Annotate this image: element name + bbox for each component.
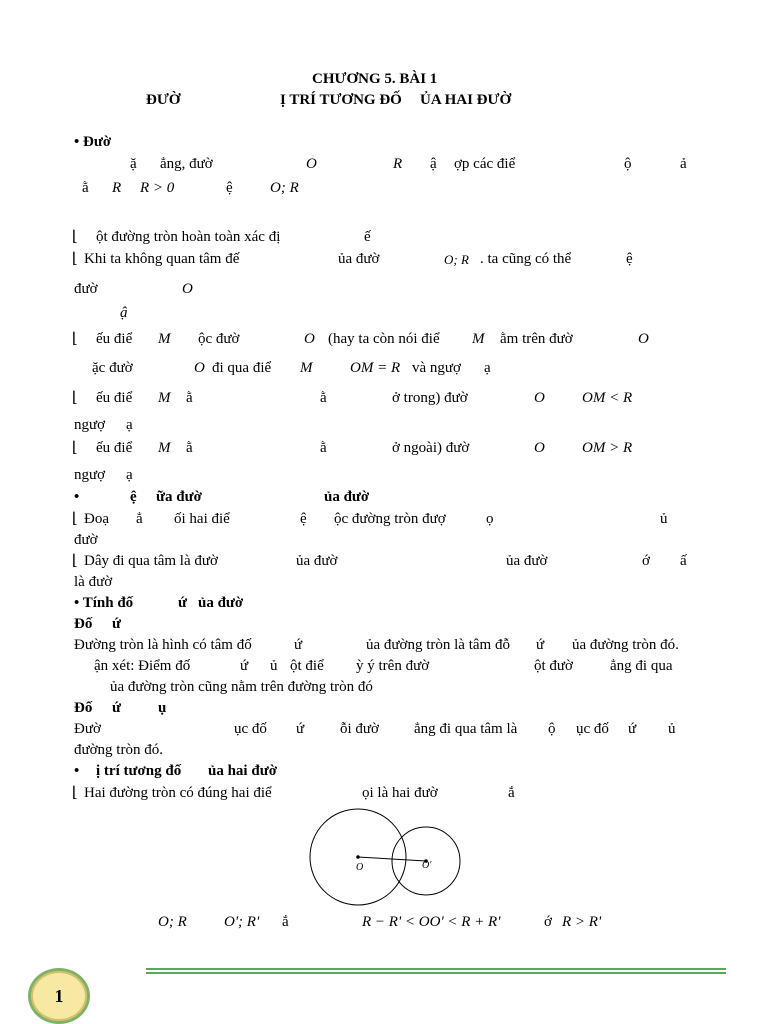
section-heading: ủa đườ (324, 489, 370, 505)
math-fragment: M (300, 360, 313, 376)
subheading: Đố (74, 616, 93, 632)
text-fragment: ếu điể (96, 331, 133, 347)
text-fragment: ộ (624, 156, 632, 172)
text-fragment: ặc đườ (92, 360, 133, 376)
note-bullet: ⌊ (72, 511, 78, 527)
section-heading: • Đườ (74, 134, 112, 150)
text-fragment: ớ (544, 914, 552, 930)
text-fragment: ớ (642, 553, 650, 569)
footer-rule (146, 968, 726, 976)
text-fragment: ẳng đi qua (610, 658, 673, 674)
math-fragment: O (638, 331, 649, 347)
text-fragment: ứ (536, 637, 545, 653)
text-fragment: ối hai điể (174, 511, 230, 527)
text-fragment: ằm trên đườ (500, 331, 573, 347)
text-fragment: ậ (120, 305, 128, 321)
lesson-title-part: Ị TRÍ TƯƠNG ĐỐ (280, 92, 402, 108)
text-fragment: đường tròn đó. (74, 742, 163, 758)
text-fragment: ộ (548, 721, 556, 737)
subheading: ứ (112, 700, 122, 716)
text-fragment: ột đường tròn hoàn toàn xác đị (96, 229, 281, 245)
intersecting-circles-figure (300, 800, 470, 910)
section-heading: • (74, 489, 80, 505)
label-o-prime: O' (422, 860, 432, 871)
label-o: O (356, 862, 364, 873)
text-fragment: ủa đường tròn cũng nằm trên đường tròn đó (110, 679, 373, 695)
section-heading: ị trí tương đố (96, 763, 182, 779)
note-bullet: ⌊ (72, 390, 78, 406)
text-fragment: ủa đườ (296, 553, 338, 569)
text-fragment: Dây đi qua tâm là đườ (84, 553, 218, 569)
math-fragment: M (158, 390, 171, 406)
text-fragment: ọi là hai đườ (362, 785, 438, 801)
note-bullet: ⌊ (72, 251, 78, 267)
text-fragment: ạ (126, 467, 133, 483)
math-fragment: R − R' < OO' < R + R' (362, 914, 501, 930)
text-fragment: ở trong) đườ (392, 390, 468, 406)
text-fragment: ệ (226, 180, 233, 196)
text-fragment: ệ (300, 511, 307, 527)
math-fragment: OM = R (350, 360, 401, 376)
text-fragment: ằ (320, 390, 327, 406)
math-fragment: O (534, 390, 545, 406)
section-heading: ệ (130, 489, 137, 505)
text-fragment: đườ (74, 281, 98, 297)
text-fragment: đườ (74, 532, 98, 548)
page-number-badge (28, 968, 90, 1024)
text-fragment: ếu điể (96, 440, 133, 456)
text-fragment: ế (364, 229, 371, 245)
math-fragment: O (194, 360, 205, 376)
math-fragment: O; R (270, 180, 299, 196)
text-fragment: ận xét: Điểm đố (94, 658, 191, 674)
text-fragment: ứ (296, 721, 305, 737)
text-fragment: đi qua điể (212, 360, 272, 376)
math-fragment: OM > R (582, 440, 633, 456)
text-fragment: ắ (508, 785, 515, 801)
text-fragment: là đườ (74, 574, 113, 590)
text-fragment: Đường tròn là hình có tâm đố (74, 637, 252, 653)
section-heading: ủa hai đườ (208, 763, 278, 779)
text-fragment: ằ (320, 440, 327, 456)
text-fragment: Đườ (74, 721, 101, 737)
text-fragment: ứ (628, 721, 637, 737)
text-fragment: ẳng đi qua tâm là (414, 721, 518, 737)
math-fragment: R (393, 156, 403, 172)
math-fragment: O'; R' (224, 914, 260, 930)
text-fragment: ấ (680, 553, 687, 569)
text-fragment: và ngượ (412, 360, 461, 376)
text-fragment: ở ngoài) đườ (392, 440, 470, 456)
text-fragment: ộc đườ (198, 331, 240, 347)
text-fragment: ủ (270, 658, 278, 674)
text-fragment: ứ (240, 658, 249, 674)
text-fragment: ặ (130, 156, 137, 172)
text-fragment: ngượ (74, 467, 106, 483)
text-fragment: ạ (484, 360, 491, 376)
text-fragment: ộc đường tròn đượ (334, 511, 446, 527)
math-fragment: OM < R (582, 390, 633, 406)
text-fragment: ủa đường tròn đó. (572, 637, 679, 653)
math-fragment: R (112, 180, 122, 196)
text-fragment: ột đườ (534, 658, 573, 674)
text-fragment: ằ (186, 440, 193, 456)
text-fragment: ẳng, đườ (160, 156, 213, 172)
text-fragment: ỳ ý trên đườ (356, 658, 430, 674)
math-fragment: M (158, 440, 171, 456)
text-fragment: ằ (186, 390, 193, 406)
section-heading: ữa đườ (156, 489, 202, 505)
text-fragment: ậ (430, 156, 437, 172)
note-bullet: ⌊ (72, 229, 78, 245)
text-fragment: ủ (660, 511, 668, 527)
text-fragment: ằ (82, 180, 89, 196)
math-fragment: O; R (444, 252, 469, 267)
section-heading: • (74, 763, 80, 779)
math-fragment: M (472, 331, 485, 347)
text-fragment: ắ (282, 914, 289, 930)
chapter-title: CHƯƠNG 5. BÀI 1 (312, 71, 438, 87)
text-fragment: ạ (126, 417, 133, 433)
text-fragment: ục đố (234, 721, 267, 737)
math-fragment: M (158, 331, 171, 347)
math-fragment: R > 0 (140, 180, 175, 196)
text-fragment: ả (680, 156, 687, 172)
note-bullet: ⌊ (72, 553, 78, 569)
lesson-title-part: ỦA HAI ĐƯỜ (420, 92, 512, 108)
text-fragment: ột điể (290, 658, 324, 674)
note-bullet: ⌊ (72, 785, 78, 801)
math-fragment: O; R (158, 914, 187, 930)
math-fragment: O (304, 331, 315, 347)
text-fragment: Khi ta không quan tâm đế (84, 251, 240, 267)
section-heading: • Tính đố (74, 595, 134, 611)
note-bullet: ⌊ (72, 440, 78, 456)
text-fragment: ứ (294, 637, 303, 653)
note-bullet: ⌊ (72, 331, 78, 347)
text-fragment: ủ (668, 721, 676, 737)
text-fragment: ợp các điể (454, 156, 516, 172)
text-fragment: ủa đườ (338, 251, 380, 267)
text-fragment: ỗi đườ (340, 721, 379, 737)
section-heading: ứ (178, 595, 188, 611)
math-fragment: O (182, 281, 193, 297)
text-fragment: ục đố (576, 721, 609, 737)
subheading: ứ (112, 616, 122, 632)
text-fragment: ọ (486, 511, 494, 527)
text-fragment: ngượ (74, 417, 106, 433)
math-fragment: O (306, 156, 317, 172)
text-fragment: . ta cũng có thể (480, 251, 572, 267)
text-fragment: ủa đường tròn là tâm đỗ (366, 637, 510, 653)
text-fragment: Đoạ (84, 511, 109, 527)
text-fragment: Hai đường tròn có đúng hai điể (84, 785, 272, 801)
page-number: 1 (54, 985, 64, 1006)
section-heading: ủa đườ (198, 595, 244, 611)
text-fragment: (hay ta còn nói điể (328, 331, 440, 347)
math-fragment: O (534, 440, 545, 456)
subheading: Đố (74, 700, 93, 716)
text-fragment: ếu điể (96, 390, 133, 406)
center-o-dot (356, 855, 360, 859)
subheading: ụ (158, 700, 167, 716)
lesson-title-part: ĐƯỜ (146, 92, 181, 108)
text-fragment: ệ (626, 251, 633, 267)
text-fragment: ủa đườ (506, 553, 548, 569)
math-fragment: R > R' (562, 914, 602, 930)
text-fragment: ẳ (136, 511, 143, 527)
